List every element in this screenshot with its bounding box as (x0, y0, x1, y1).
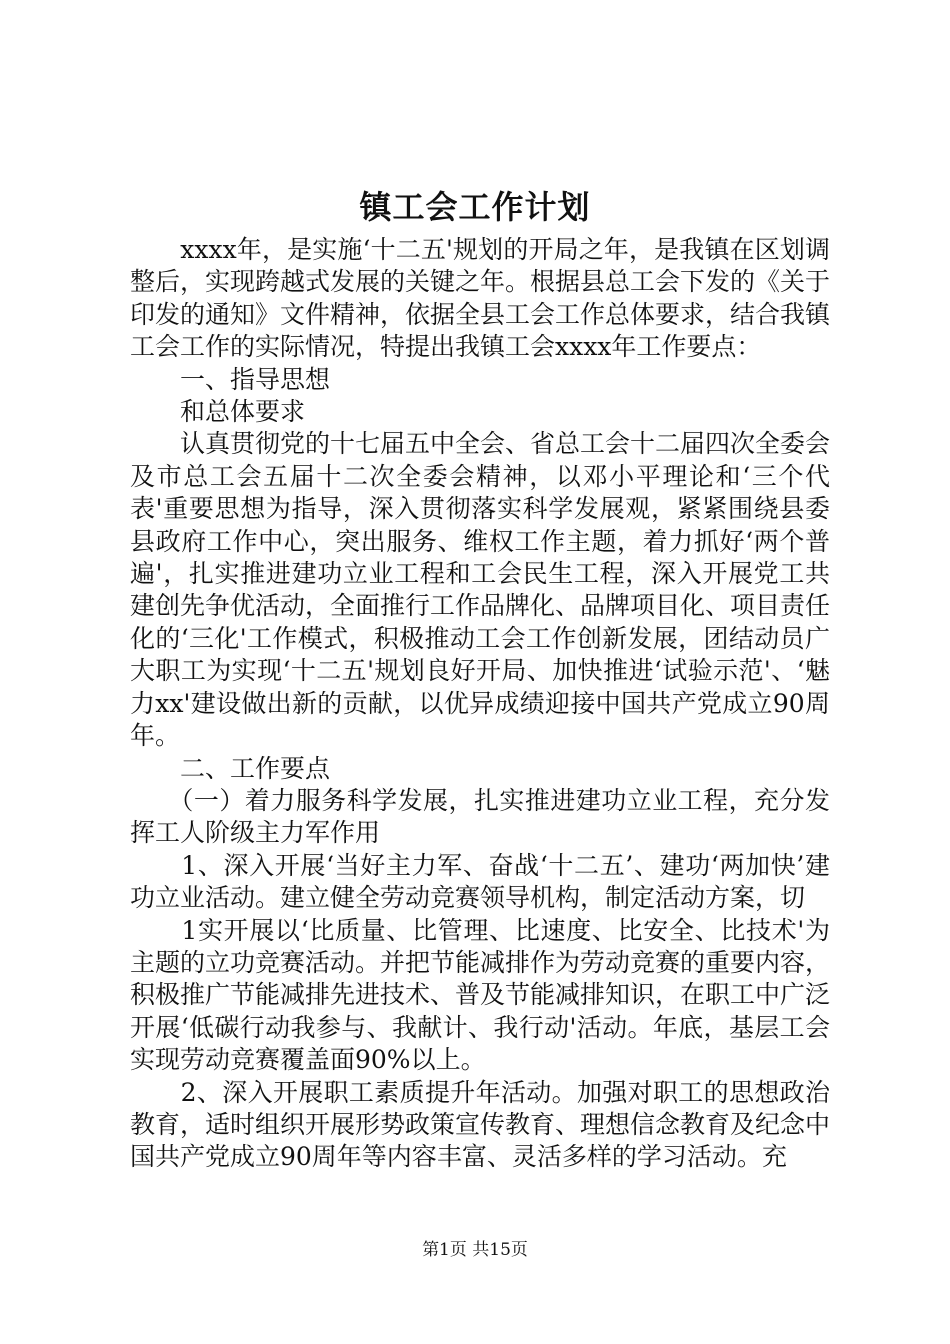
heading-guiding-thought: 一、指导思想 (130, 364, 331, 394)
document-title: 镇工会工作计划 (359, 188, 591, 226)
page-number: 第1页 共15页 (422, 1240, 528, 1260)
heading-general-requirements: 和总体要求 (130, 397, 306, 427)
paragraph-intro: xxxx年，是实施‘十二五'规划的开局之年，是我镇在区划调整后，实现跨越式发展的关键之年。根据县总工会下发的《关于印发的通知》文件精神，依据全县工会工作总体要求，结合我镇工会工作的实际情况，特提出我镇工会xxxx年工作要点： (130, 235, 831, 362)
subheading-1: （一）着力服务科学发展，扎实推进建功立业工程，充分发挥工人阶级主力军作用 (130, 785, 830, 848)
paragraph-item-2: 2、深入开展职工素质提升年活动。加强对职工的思想政治教育，适时组织开展形势政策宣传教育、理想信念教育及纪念中国共产党成立90周年等内容丰富、灵活多样的学习活动。充 (130, 1077, 831, 1172)
heading-work-points: 二、工作要点 (130, 753, 331, 783)
paragraph-requirements: 认真贯彻党的十七届五中全会、省总工会十二届四次全委会及市总工会五届十二次全委会精神，以邓小平理论和‘三个代表'重要思想为指导，深入贯彻落实科学发展观，紧紧围绕县委县政府工作中心，突出服务、维权工作主题，着力抓好‘两个普遍'，扎实推进建功立业工程和工会民生工程，深入开展党工共建创先争优活动，全面推行工作品牌化、品牌项目化、项目责任化的‘三化'工作模式，积极推动工会工作创新发展，团结动员广大职工为实现‘十二五'规划良好开局、加快推进‘试验示范'、‘魅力xx'建设做出新的贡献，以优异成绩迎接中国共产党成立90周年。 (130, 429, 831, 751)
paragraph-item-1: 1、深入开展‘当好主力军、奋战‘十二五’、建功‘两加快’建功立业活动。建立健全劳动竞赛领导机构，制定活动方案，切 (130, 850, 830, 913)
document-body (130, 234, 830, 1174)
paragraph-item-1-cont: 1实开展以‘比质量、比管理、比速度、比安全、比技术'为主题的立功竞赛活动。并把节能减排作为劳动竞赛的重要内容，积极推广节能减排先进技术、普及节能减排知识，在职工中广泛开展‘低碳行动我参与、我献计、我行动'活动。年底，基层工会实现劳动竞赛覆盖面90%以上。 (130, 915, 831, 1075)
